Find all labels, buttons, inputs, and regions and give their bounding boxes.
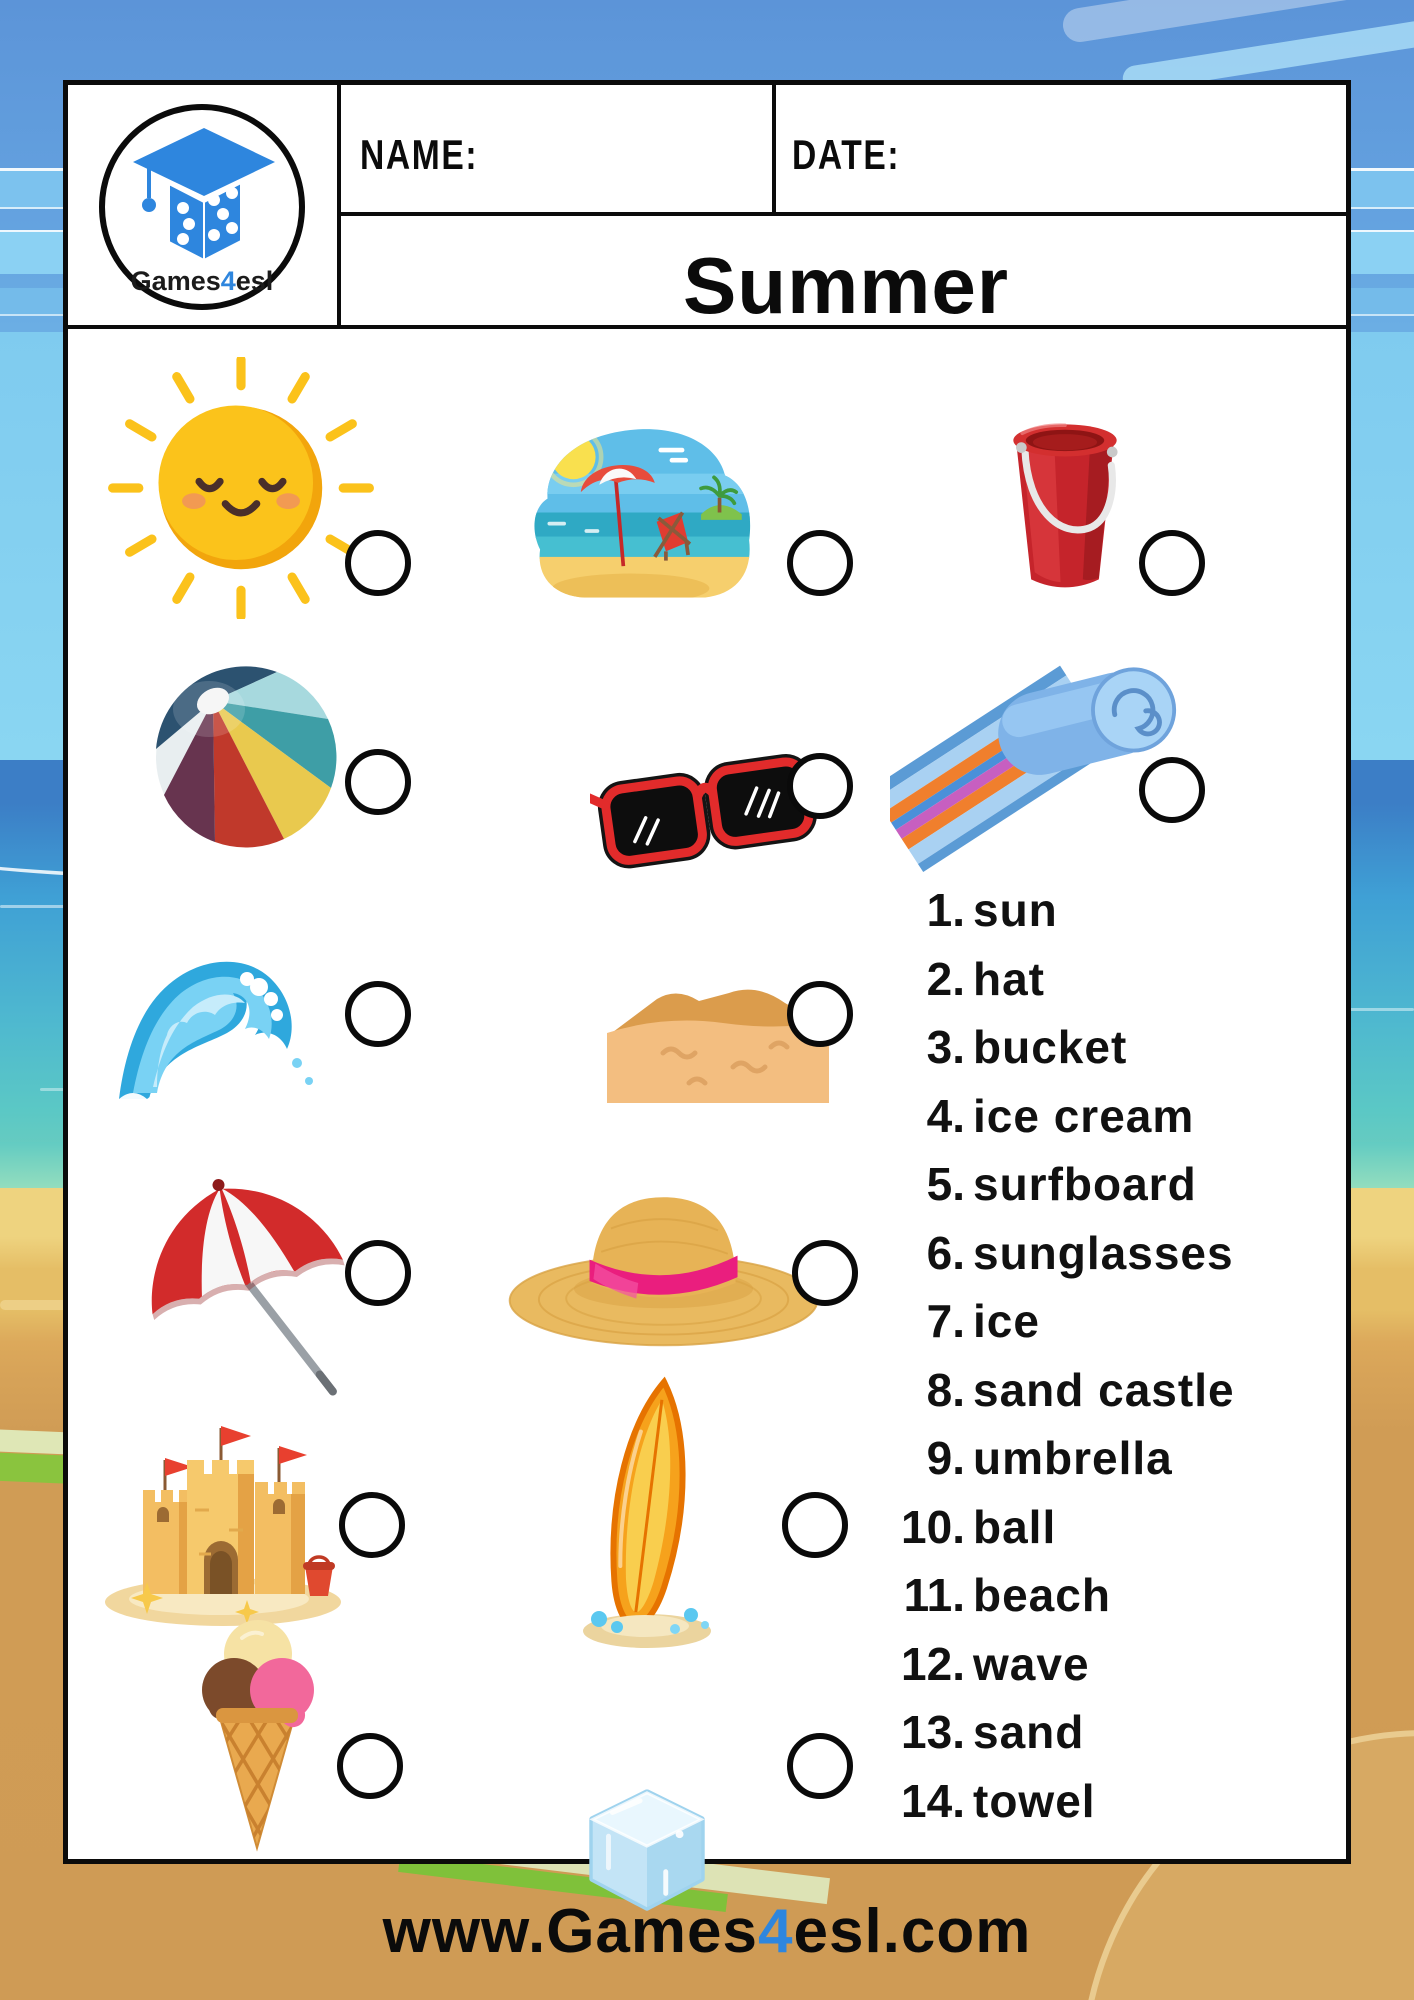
word-number: 12.: [901, 1637, 965, 1690]
divider: [772, 85, 776, 212]
word-list-item: [825, 1561, 1285, 1630]
word-label: umbrella: [973, 1432, 1173, 1485]
answer-circle[interactable]: [345, 530, 411, 596]
word-number: 2.: [926, 952, 965, 1005]
footer-url-post: esl.com: [793, 1897, 1032, 1966]
footer-url: [0, 1896, 1414, 1967]
word-list: [825, 876, 1285, 1835]
word-list-item: [825, 1424, 1285, 1493]
word-list-item: [825, 1082, 1285, 1151]
answer-circle[interactable]: [345, 981, 411, 1047]
divider: [337, 212, 1351, 216]
word-number: 5.: [926, 1158, 965, 1211]
word-list-item: [825, 945, 1285, 1014]
logo-text-pre: Games: [130, 266, 221, 296]
word-list-item: [825, 1150, 1285, 1219]
date-label: DATE:: [792, 131, 901, 178]
graduation-dice-icon: [129, 122, 279, 267]
word-label: towel: [973, 1774, 1096, 1827]
word-number: 3.: [926, 1021, 965, 1074]
word-number: 7.: [926, 1295, 965, 1348]
word-label: bucket: [973, 1021, 1128, 1074]
answer-circle[interactable]: [345, 749, 411, 815]
sand-castle-image: [95, 1390, 350, 1630]
logo-wordmark: [105, 266, 299, 297]
bucket-image: [960, 403, 1170, 599]
word-label: ball: [973, 1500, 1057, 1553]
word-list-item: [825, 1219, 1285, 1288]
word-label: sunglasses: [973, 1226, 1234, 1279]
word-label: hat: [973, 952, 1045, 1005]
ice-cream-image: [190, 1600, 325, 1860]
footer-url-num: 4: [758, 1897, 794, 1966]
word-list-item: [825, 1630, 1285, 1699]
sun-image: [108, 357, 374, 619]
towel-image: [890, 650, 1180, 880]
word-list-item: [825, 1767, 1285, 1836]
logo-text-post: esl: [235, 266, 274, 296]
answer-circle[interactable]: [787, 530, 853, 596]
worksheet-card: [63, 80, 1351, 1864]
word-number: 11.: [903, 1569, 965, 1622]
logo-text-num: 4: [220, 266, 236, 296]
ball-image: [151, 657, 341, 855]
footer-url-pre: www.Games: [382, 1897, 758, 1966]
wave-image: [113, 943, 343, 1108]
word-label: beach: [973, 1569, 1111, 1622]
word-number: 13.: [901, 1706, 965, 1759]
word-list-item: [825, 1287, 1285, 1356]
beach-image: [510, 420, 770, 605]
games4esl-logo: [99, 104, 305, 310]
word-number: 9.: [926, 1432, 965, 1485]
answer-circle[interactable]: [787, 753, 853, 819]
word-list-item: [825, 876, 1285, 945]
word-number: 4.: [926, 1089, 965, 1142]
word-number: 14.: [901, 1774, 965, 1827]
hat-image: [500, 1170, 830, 1355]
word-label: sand: [973, 1706, 1085, 1759]
answer-circle[interactable]: [345, 1240, 411, 1306]
word-label: ice: [973, 1295, 1040, 1348]
answer-circle[interactable]: [1139, 530, 1205, 596]
word-list-item: [825, 1356, 1285, 1425]
name-input-area[interactable]: [498, 115, 758, 195]
worksheet-title: Summer: [682, 241, 1010, 330]
surfboard-image: [573, 1373, 723, 1658]
word-label: sun: [973, 884, 1058, 937]
word-label: sand castle: [973, 1363, 1235, 1416]
word-number: 6.: [926, 1226, 965, 1279]
word-label: surfboard: [973, 1158, 1197, 1211]
word-number: 8.: [926, 1363, 965, 1416]
name-label: NAME:: [360, 131, 479, 178]
answer-circle[interactable]: [1139, 757, 1205, 823]
word-list-item: [825, 1493, 1285, 1562]
date-input-area[interactable]: [938, 115, 1318, 195]
word-label: wave: [973, 1637, 1090, 1690]
word-number: 10.: [901, 1500, 965, 1553]
word-list-item: [825, 1698, 1285, 1767]
word-label: ice cream: [973, 1089, 1195, 1142]
word-list-item: [825, 1013, 1285, 1082]
word-number: 1.: [926, 884, 965, 937]
answer-circle[interactable]: [337, 1733, 403, 1799]
answer-circle[interactable]: [339, 1492, 405, 1558]
